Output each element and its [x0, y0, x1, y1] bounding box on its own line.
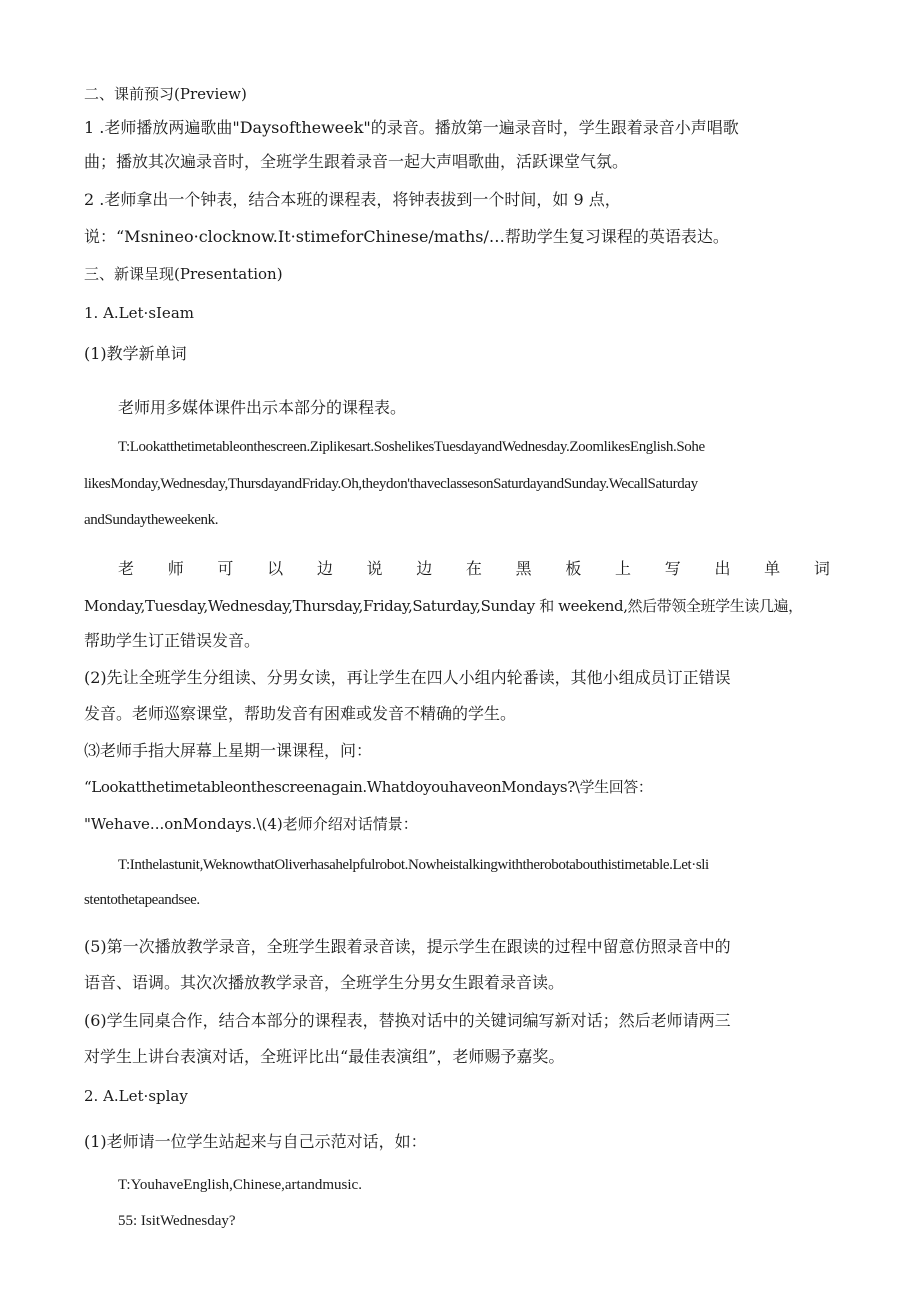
paragraph-line: Monday,Tuesday,Wednesday,Thursday,Friday,Saturday,Sunday 和 weekend,然后带领全班学生读几遍， [84, 597, 803, 615]
char: 边 [416, 559, 433, 578]
char: 出 [714, 559, 731, 578]
dialogue-line: 55: IsitWednesday? [118, 1213, 236, 1229]
char: 上 [615, 559, 632, 578]
char: 黑 [515, 559, 532, 578]
paragraph-line: “Lookatthetimetableonthescreenagain.WhatdoyouhaveonMondays?\学生回答： [84, 778, 653, 796]
char: 单 [764, 559, 781, 578]
dialogue-line: stentothetapeandsee. [84, 892, 200, 908]
paragraph-line: 帮助学生订正错误发音。 [84, 631, 261, 650]
char: 边 [316, 559, 333, 578]
dialogue-line: T:Lookatthetimetableonthescreen.Ziplikesart.SoshelikesTuesdayandWednesday.ZoomlikesEnglish.Sohe [118, 439, 705, 455]
justified-line [118, 559, 830, 579]
char: 词 [813, 559, 830, 578]
char: 师 [167, 559, 184, 578]
paragraph-line: (5)第一次播放教学录音，全班学生跟着录音读，提示学生在跟读的过程中留意仿照录音中的 [84, 937, 731, 956]
char: 在 [465, 559, 482, 578]
dialogue-line: andSundaytheweekenk. [84, 512, 219, 528]
step-heading: (1)老师请一位学生站起来与自己示范对话，如： [84, 1132, 427, 1151]
paragraph-line: 1 .老师播放两遍歌曲"Daysoftheweek"的录音。播放第一遍录音时，学生跟着录音小声唱歌 [84, 118, 739, 137]
char: 可 [217, 559, 234, 578]
dialogue-line: likesMonday,Wednesday,ThursdayandFriday.Oh,theydon'thaveclassesonSaturdayandSunday.WecallSaturday [84, 476, 698, 492]
subsection-heading: 1. A.Let·sIeam [84, 304, 194, 322]
paragraph-line: 发音。老师巡察课堂，帮助发音有困难或发音不精确的学生。 [84, 704, 517, 723]
char: 以 [267, 559, 284, 578]
char: 说 [366, 559, 383, 578]
section-heading-presentation: 三、新课呈现(Presentation) [84, 265, 283, 283]
char: 板 [565, 559, 582, 578]
paragraph-line: 说：“Msnineo·clocknow.It·stimeforChinese/maths/…帮助学生复习课程的英语表达。 [84, 227, 729, 246]
paragraph-line: "Wehave...onMondays.\(4)老师介绍对话情景： [84, 815, 418, 833]
paragraph-line: 对学生上讲台表演对话，全班评比出“最佳表演组”，老师赐予嘉奖。 [84, 1047, 565, 1066]
paragraph-line: (2)先让全班学生分组读、分男女读，再让学生在四人小组内轮番读，其他小组成员订正错误 [84, 668, 731, 687]
paragraph-line: 老师用多媒体课件出示本部分的课程表。 [118, 398, 407, 417]
paragraph-line: ⑶老师手指大屏幕上星期一课课程，问： [84, 741, 373, 760]
dialogue-line: T:YouhaveEnglish,Chinese,artandmusic. [118, 1177, 362, 1193]
paragraph-line: 语音、语调。其次次播放教学录音，全班学生分男女生跟着录音读。 [84, 973, 565, 992]
section-heading-preview: 二、课前预习(Preview) [84, 85, 247, 103]
paragraph-line: 2 .老师拿出一个钟表，结合本班的课程表，将钟表拔到一个时间，如 9 点， [84, 190, 621, 209]
char: 写 [664, 559, 681, 578]
char: 老 [118, 559, 135, 578]
dialogue-line: T:Inthelastunit,WeknowthatOliverhasahelpfulrobot.Nowheistalkingwiththerobotabouthistimetable.Let·sli [118, 857, 709, 873]
subsection-heading: 2. A.Let·splay [84, 1087, 188, 1105]
paragraph-line: 曲；播放其次遍录音时，全班学生跟着录音一起大声唱歌曲，活跃课堂气氛。 [84, 152, 629, 171]
paragraph-line: (6)学生同桌合作，结合本部分的课程表，替换对话中的关键词编写新对话；然后老师请两三 [84, 1011, 731, 1030]
step-heading: (1)教学新单词 [84, 344, 187, 363]
